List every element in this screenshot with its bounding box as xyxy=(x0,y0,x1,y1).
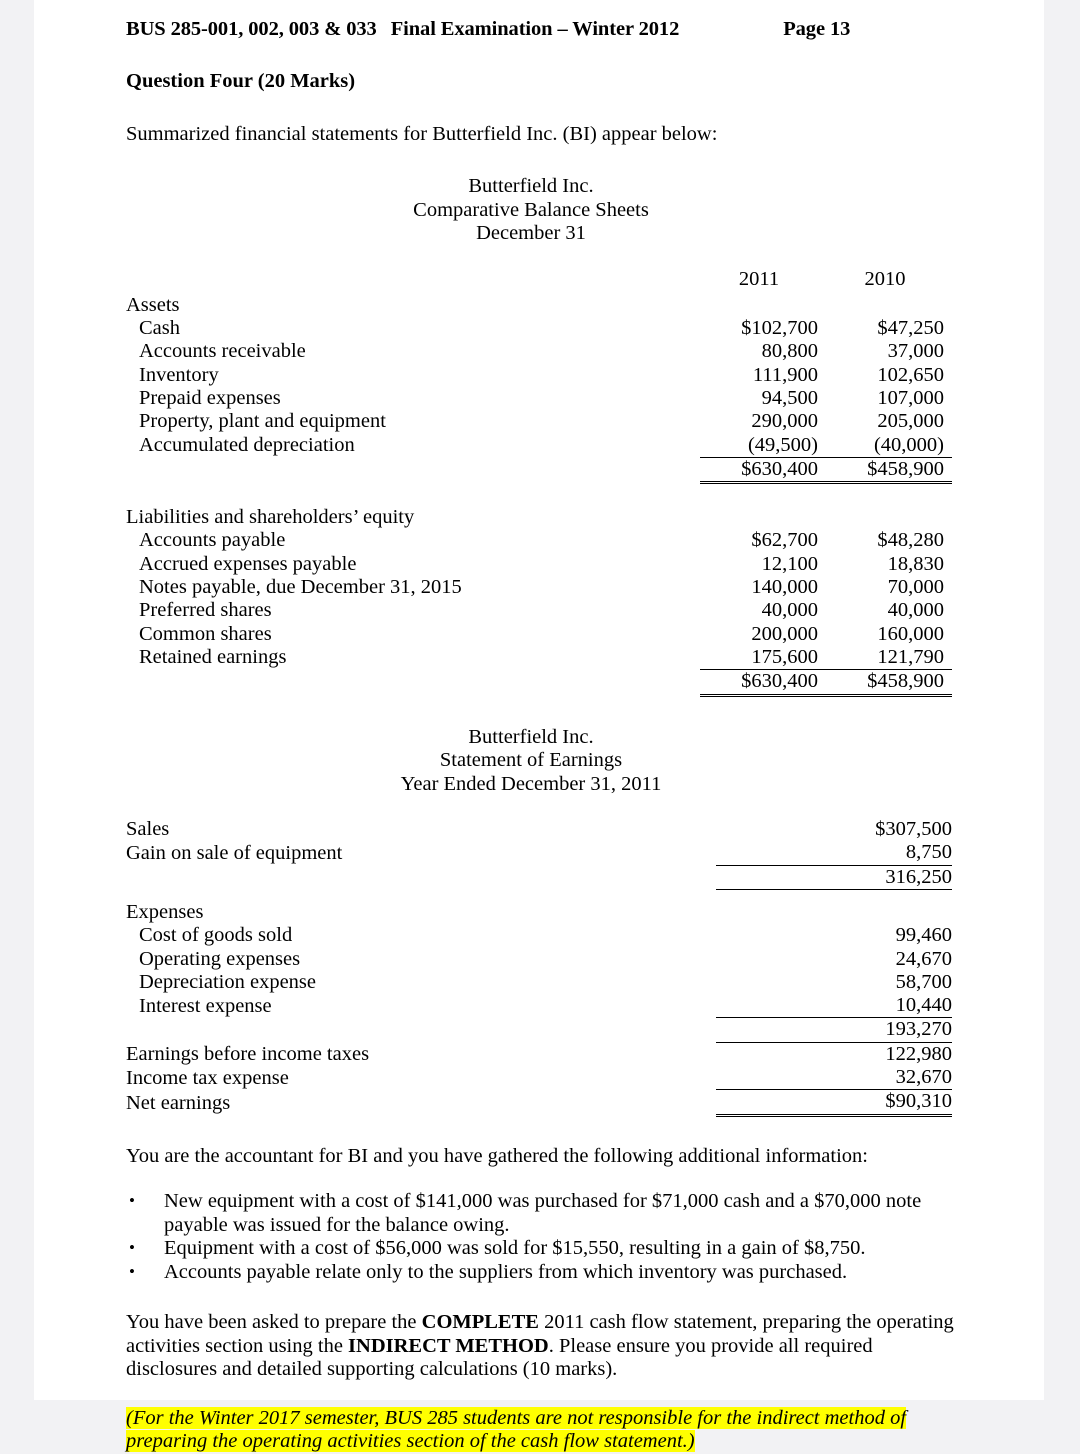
row-value-2011: (49,500) xyxy=(700,434,826,458)
bullet-icon: • xyxy=(129,1238,135,1258)
table-row xyxy=(126,340,952,363)
bullet-icon: • xyxy=(129,1191,135,1211)
additional-info-list xyxy=(34,1190,922,1284)
row-value-2010: 160,000 xyxy=(877,622,944,645)
table-row xyxy=(126,948,952,971)
row-value-2011: 12,100 xyxy=(761,552,818,575)
liabilities-heading: Liabilities and shareholders’ equity xyxy=(126,506,415,529)
bullet-icon: • xyxy=(129,1261,135,1281)
income-tax-row xyxy=(126,1066,952,1090)
row-value-2011: $102,700 xyxy=(741,317,818,340)
row-value-2010: (40,000) xyxy=(826,434,952,458)
row-value-2011: 40,000 xyxy=(761,599,818,622)
row-value: 99,460 xyxy=(895,924,952,947)
page-number: Page 13 xyxy=(783,18,851,40)
row-value: 32,670 xyxy=(716,1066,952,1090)
row-value-2010: 121,790 xyxy=(826,646,952,670)
liabilities-total-2010: $458,900 xyxy=(826,670,952,695)
row-label: Interest expense xyxy=(139,994,272,1017)
earnings-table xyxy=(126,818,952,1117)
table-row xyxy=(126,971,952,994)
table-row xyxy=(126,317,952,340)
row-value-2010: 70,000 xyxy=(887,576,944,599)
instruction-part-1: You have been asked to prepare the xyxy=(126,1311,422,1334)
table-row xyxy=(126,529,952,552)
row-label: Depreciation expense xyxy=(139,970,317,993)
list-item xyxy=(129,1237,944,1261)
row-value-2010: $48,280 xyxy=(877,529,944,552)
table-row xyxy=(126,410,952,433)
row-label: Accrued expenses payable xyxy=(139,552,357,575)
assets-total-2011: $630,400 xyxy=(700,457,826,482)
row-value: 24,670 xyxy=(895,947,952,970)
row-label: Retained earnings xyxy=(139,646,287,669)
row-label: Property, plant and equipment xyxy=(139,410,386,433)
table-row xyxy=(126,924,952,947)
row-value: 58,700 xyxy=(895,970,952,993)
row-value-2010: 205,000 xyxy=(877,410,944,433)
highlighted-note-line-2 xyxy=(126,1430,916,1454)
row-value-2010: 102,650 xyxy=(877,363,944,386)
row-label: Inventory xyxy=(139,363,219,386)
column-header-2010: 2010 xyxy=(864,267,906,290)
page-header xyxy=(34,0,1044,41)
row-value: $307,500 xyxy=(875,818,952,841)
column-header-2011: 2011 xyxy=(738,267,780,290)
table-row xyxy=(126,576,952,599)
liabilities-total-2011: $630,400 xyxy=(700,670,826,695)
row-value-2011: 200,000 xyxy=(751,622,818,645)
row-label: Earnings before income taxes xyxy=(126,1042,370,1065)
row-label: Cost of goods sold xyxy=(139,924,293,947)
row-label: Operating expenses xyxy=(139,947,301,970)
row-label: Accounts payable xyxy=(139,529,286,552)
document-page xyxy=(34,0,1044,1453)
expenses-heading-row xyxy=(126,901,952,924)
instruction-emphasis-indirect-method: INDIRECT METHOD xyxy=(348,1334,549,1357)
row-value: 8,750 xyxy=(716,841,952,865)
question-intro: Summarized financial statements for Butterfield Inc. (BI) appear below: xyxy=(126,123,718,145)
table-row xyxy=(126,994,952,1018)
expenses-heading: Expenses xyxy=(126,900,204,923)
row-label: Cash xyxy=(139,317,180,340)
net-earnings-row xyxy=(126,1090,952,1115)
list-item xyxy=(129,1260,944,1285)
balance-sheet-statement-name: Comparative Balance Sheets xyxy=(413,198,649,221)
row-label: Gain on sale of equipment xyxy=(126,841,343,864)
table-row xyxy=(126,841,952,865)
row-label: Common shares xyxy=(139,622,272,645)
table-row xyxy=(126,553,952,576)
assets-heading: Assets xyxy=(126,293,180,316)
course-code: BUS 285-001, 002, 003 & 033 xyxy=(126,18,377,40)
balance-sheet-table xyxy=(126,268,952,697)
table-row xyxy=(126,623,952,646)
assets-heading-row xyxy=(126,294,952,317)
earnings-title-block xyxy=(126,726,936,797)
expenses-total-row xyxy=(126,1018,952,1042)
question-title: Question Four (20 Marks) xyxy=(126,70,356,92)
instruction-part-2: 2011 cash flow statement, preparing the operating activities section using the xyxy=(126,1311,954,1357)
table-row xyxy=(126,434,952,458)
liabilities-total-row xyxy=(126,670,952,695)
table-row xyxy=(126,646,952,670)
earnings-company: Butterfield Inc. xyxy=(468,725,594,748)
highlighted-note-text-2: preparing the operating activities section of the cash flow statement.) xyxy=(126,1430,695,1453)
section-spacer xyxy=(126,889,952,901)
list-item-text: Accounts payable relate only to the suppliers from which inventory was purchased. xyxy=(164,1260,848,1283)
pretax-earnings-row xyxy=(126,1042,952,1066)
highlighted-note-text-1: (For the Winter 2017 semester, BUS 285 students are not responsible for the indirect method of xyxy=(126,1406,907,1429)
table-row xyxy=(126,599,952,622)
table-header-row xyxy=(126,268,952,294)
row-value-2010: 107,000 xyxy=(877,386,944,409)
balance-sheet-company: Butterfield Inc. xyxy=(468,175,594,197)
assets-total-2010: $458,900 xyxy=(826,457,952,482)
row-label: Prepaid expenses xyxy=(139,386,281,409)
row-value-2010: 37,000 xyxy=(887,340,944,363)
row-label: Preferred shares xyxy=(139,599,272,622)
balance-sheet-period: December 31 xyxy=(476,222,586,244)
balance-sheet-title-block xyxy=(126,175,936,246)
instruction-part-3: . Please ensure you provide all required disclosures and detailed supporting calculations (10 marks). xyxy=(126,1334,873,1381)
expenses-total: 193,270 xyxy=(716,1018,952,1042)
row-value: 122,980 xyxy=(885,1042,952,1065)
row-value: 10,440 xyxy=(716,994,952,1018)
list-item xyxy=(129,1190,944,1237)
row-label: Sales xyxy=(126,818,170,841)
revenue-total-row xyxy=(126,865,952,889)
net-earnings-value: $90,310 xyxy=(716,1090,952,1115)
assets-total-row xyxy=(126,457,952,482)
table-row xyxy=(126,818,952,841)
exam-title: Final Examination – Winter 2012 xyxy=(390,18,680,40)
row-value-2010: $47,250 xyxy=(877,317,944,340)
page-content xyxy=(34,0,1044,1454)
table-row xyxy=(126,364,952,387)
earnings-statement-name: Statement of Earnings xyxy=(439,749,623,772)
row-value-2011: 290,000 xyxy=(751,410,818,433)
list-item-text: Equipment with a cost of $56,000 was sold for $15,550, resulting in a gain of $8,750. xyxy=(164,1237,866,1260)
row-label: Accounts receivable xyxy=(139,340,306,363)
row-value-2010: 18,830 xyxy=(887,552,944,575)
highlighted-note-line-1 xyxy=(126,1407,916,1431)
row-label: Income tax expense xyxy=(126,1066,289,1089)
liabilities-heading-row xyxy=(126,506,952,529)
row-value-2011: $62,700 xyxy=(751,529,818,552)
row-value-2011: 80,800 xyxy=(761,340,818,363)
row-value-2010: 40,000 xyxy=(887,599,944,622)
highlighted-note xyxy=(126,1407,916,1454)
table-row xyxy=(126,387,952,410)
row-value-2011: 175,600 xyxy=(700,646,826,670)
row-value-2011: 111,900 xyxy=(752,363,818,386)
row-label: Accumulated depreciation xyxy=(139,434,355,457)
instruction-paragraph xyxy=(126,1311,966,1382)
earnings-period: Year Ended December 31, 2011 xyxy=(400,772,662,795)
revenue-total: 316,250 xyxy=(716,865,952,889)
row-label: Net earnings xyxy=(126,1091,231,1114)
section-spacer xyxy=(126,483,952,507)
instruction-emphasis-complete: COMPLETE xyxy=(421,1311,539,1334)
additional-info-lead-in: You are the accountant for BI and you have gathered the following additional information: xyxy=(126,1144,868,1167)
row-label: Notes payable, due December 31, 2015 xyxy=(139,576,462,599)
row-value-2011: 94,500 xyxy=(761,386,818,409)
row-value-2011: 140,000 xyxy=(751,576,818,599)
list-item-text: New equipment with a cost of $141,000 was purchased for $71,000 cash and a $70,000 note payable was issued for the balance owing. xyxy=(164,1190,922,1236)
